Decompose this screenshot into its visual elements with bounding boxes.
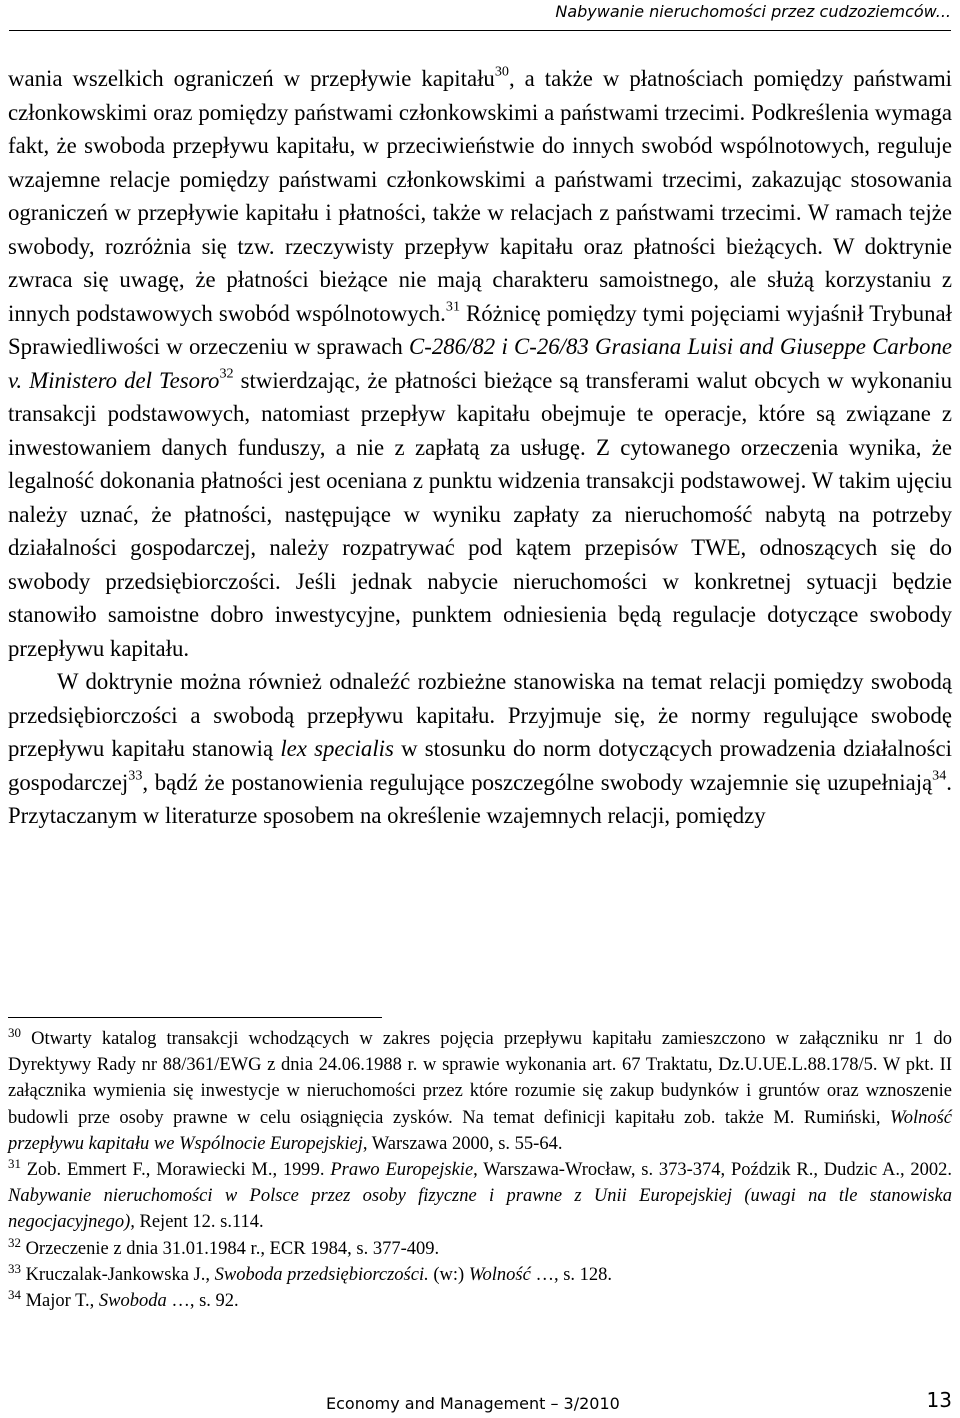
text-run: …, s. 92. bbox=[166, 1291, 239, 1312]
text-run: Kruczalak-Jankowska J., bbox=[20, 1264, 215, 1285]
journal-name: Economy and Management – 3/2010 bbox=[326, 1394, 620, 1413]
text-run: , bądź że postanowienia regulujące poszczególne swobody wzajemnie się uzupełniają bbox=[142, 769, 933, 795]
paragraph-2 bbox=[8, 665, 952, 833]
text-run: , Warszawa-Wrocław, s. 373-374, Poździk R., Dudzic A., 2002. bbox=[473, 1160, 952, 1181]
footnote-33 bbox=[8, 1262, 952, 1288]
italic-text: Prawo Europejskie bbox=[330, 1160, 474, 1181]
italic-text: Swoboda przedsiębiorczości. bbox=[214, 1264, 429, 1285]
text-run: Różnicę pomiędzy tymi pojęciami wyjaśnił Trybunał Sprawiedliwości w orzeczeniu w sprawach bbox=[8, 300, 952, 359]
footnote-reference: 30 bbox=[494, 63, 509, 80]
footnote-number: 31 bbox=[8, 1155, 21, 1171]
main-text bbox=[8, 62, 952, 833]
text-run: Orzeczenie z dnia 31.01.1984 r., ECR 1984, s. 377-409. bbox=[20, 1238, 440, 1259]
italic-text: Wolność przepływu kapitału we Wspólnocie Europejskiej bbox=[8, 1107, 952, 1154]
running-title: Nabywanie nieruchomości przez cudzoziemców... bbox=[555, 2, 951, 21]
italic-text: lex specialis bbox=[280, 736, 394, 761]
paragraph-1 bbox=[8, 62, 952, 665]
text-run: Otwarty katalog transakcji wchodzących w zakres pojęcia przepływu kapitału zamieszczono w załączniku nr 1 do Dyrektywy Rady nr 88/361/EWG z dnia 24.06.1988 r. w sprawie wykonania art. 67 Traktatu, Dz.U.UE.L.88.178/5. W pkt. II załącznika wymienia się inwestycje w nieruchomości przez które rozumie się zakup budynków i gruntów oraz wznoszenie budowli prze osoby prawne w celu osiągnięcia zysków. Na temat definicji kapitału zob. także M. Rumiński, bbox=[8, 1029, 952, 1128]
text-run: Rejent 12. s.114. bbox=[134, 1212, 264, 1233]
footnote-30 bbox=[8, 1026, 952, 1157]
text-run: stwierdzając, że płatności bieżące są transferami walut obcych w wykonaniu transakcji podstawowych, natomiast przepływ kapitału obejmuje te operacje, które są związane z inwestowaniem danych funduszy, a nie z zapłatą za usługę. Z cytowanego orzeczenia wynika, że legalność dokonania płatności jest oceniana z punktu widzenia transakcji podstawowej. W takim ujęciu należy uznać, że płatności, następujące w wyniku zapłaty za nieruchomość nabytą na potrzeby działalności gospodarczej, należy rozpatrywać pod kątem przepisów TWE, odnoszących się do swobody przedsiębiorczości. Jeśli jednak nabycie nieruchomości w konkretnej sytuacji będzie stanowiło samoistne dobro inwestycyjne, punktem odniesienia będą regulacje dotyczące swobody przepływu kapitału. bbox=[8, 367, 952, 661]
text-run: wania wszelkich ograniczeń w przepływie kapitału bbox=[8, 66, 495, 91]
footnote-reference: 32 bbox=[219, 364, 234, 381]
running-header bbox=[9, 0, 951, 31]
footnotes bbox=[8, 1026, 952, 1314]
italic-text: Swoboda bbox=[98, 1291, 167, 1312]
italic-text: Nabywanie nieruchomości w Polsce przez osoby fizyczne i prawne z Unii Europejskiej (uwagi na tle stanowiska negocjacyjnego), bbox=[8, 1186, 952, 1233]
footnote-number: 30 bbox=[8, 1024, 21, 1040]
footnote-32 bbox=[8, 1236, 952, 1262]
text-run: . Przytaczanym w literaturze sposobem na określenie wzajemnych relacji, pomiędzy bbox=[8, 769, 952, 828]
footnote-separator bbox=[8, 1017, 382, 1018]
footnote-reference: 34 bbox=[932, 766, 947, 783]
text-run: (w:) bbox=[428, 1264, 469, 1285]
text-run: w stosunku do norm dotyczących prowadzenia działalności gospodarczej bbox=[8, 736, 952, 795]
text-run: Major T., bbox=[20, 1291, 99, 1312]
text-run: Zob. Emmert F., Morawiecki M., 1999. bbox=[20, 1160, 331, 1181]
italic-text: Wolność bbox=[468, 1264, 531, 1285]
running-footer bbox=[0, 1388, 960, 1414]
footnote-31 bbox=[8, 1157, 952, 1236]
footnote-reference: 33 bbox=[128, 766, 143, 783]
footnote-number: 33 bbox=[8, 1260, 21, 1276]
text-run: …, s. 128. bbox=[530, 1264, 613, 1285]
page-number: 13 bbox=[926, 1388, 952, 1412]
text-run: , a także w płatnościach pomiędzy państwami członkowskimi oraz pomiędzy państwami członkowskimi a państwami trzecimi. Podkreślenia wymaga fakt, że swoboda przepływu kapitału, w przeciwieństwie do innych swobód wspólnotowych, reguluje wzajemne relacje pomiędzy państwami członkowskimi a państwami trzecimi, zakazując stosowania ograniczeń w przepływie kapitału i płatności, także w relacjach z państwami trzecimi. W ramach tejże swobody, rozróżnia się tzw. rzeczywisty przepływ kapitału oraz płatności bieżących. W doktrynie zwraca się uwagę, że płatności bieżące nie mają charakteru samoistnego, ale służą korzystaniu z innych podstawowych swobód wspólnotowych. bbox=[8, 66, 953, 326]
text-run: , Warszawa 2000, s. 55-64. bbox=[362, 1133, 563, 1154]
text-run: W doktrynie można również odnaleźć rozbieżne stanowiska na temat relacji pomiędzy swobodą przedsiębiorczości a swobodą przepływu kapitału. Przyjmuje się, że normy regulujące swobodę przepływu kapitału stanowią bbox=[8, 669, 952, 761]
footnote-number: 34 bbox=[8, 1286, 21, 1302]
italic-text: C-286/82 i C-26/83 Grasiana Luisi and Giuseppe Carbone v. Ministero del Tesoro bbox=[8, 334, 952, 393]
footnote-34 bbox=[8, 1288, 952, 1314]
footnote-reference: 31 bbox=[445, 297, 460, 314]
footnote-number: 32 bbox=[8, 1234, 21, 1250]
